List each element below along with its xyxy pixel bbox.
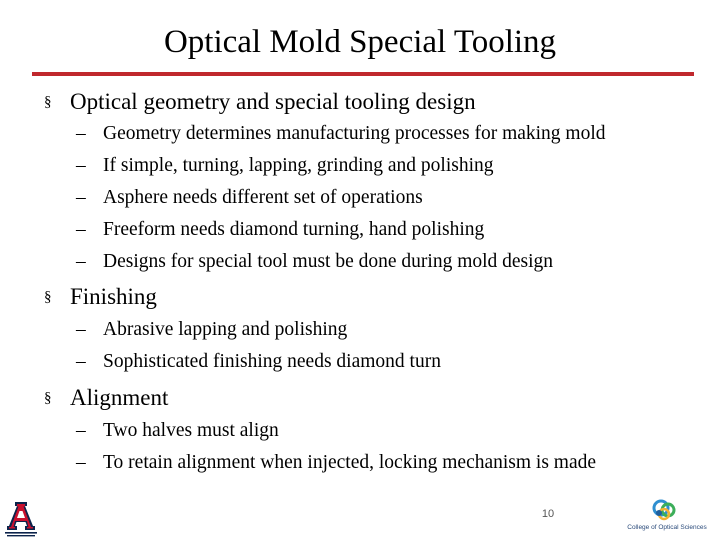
- page-number: 10: [541, 508, 555, 520]
- bullet-marker: §: [44, 390, 52, 406]
- block-a-icon: [4, 500, 38, 538]
- sub-item-text: Sophisticated finishing needs diamond turn: [103, 351, 441, 372]
- university-of-arizona-logo: [4, 500, 38, 538]
- dash-marker: –: [76, 155, 86, 176]
- sub-item-text: Designs for special tool must be done during mold design: [103, 251, 554, 272]
- dash-marker: –: [76, 187, 86, 208]
- college-logo-text: College of Optical Sciences: [627, 524, 707, 531]
- sub-item: [76, 122, 606, 146]
- dash-marker: –: [76, 123, 86, 144]
- dash-marker: –: [76, 219, 86, 240]
- bullet-text: Finishing: [70, 284, 157, 309]
- college-of-optical-sciences-logo: [621, 498, 713, 538]
- bullet-optical-geometry: [44, 88, 476, 116]
- sub-item-text: If simple, turning, lapping, grinding and polishing: [103, 155, 494, 176]
- sub-item-text: Geometry determines manufacturing processes for making mold: [103, 123, 606, 144]
- sub-item-text: Abrasive lapping and polishing: [103, 319, 348, 340]
- bullet-alignment: [44, 384, 168, 412]
- sub-item: [76, 250, 553, 274]
- bullet-marker: §: [44, 289, 52, 305]
- dash-marker: –: [76, 251, 86, 272]
- optical-sciences-emblem-icon: [621, 498, 713, 524]
- bullet-marker: §: [44, 94, 52, 110]
- dash-marker: –: [76, 319, 86, 340]
- dash-marker: –: [76, 420, 86, 441]
- sub-item-text: Two halves must align: [103, 420, 279, 441]
- sub-item: [76, 451, 596, 475]
- bullet-text: Optical geometry and special tooling design: [70, 89, 476, 114]
- sub-item: [76, 218, 484, 242]
- sub-item: [76, 350, 441, 374]
- dash-marker: –: [76, 351, 86, 372]
- sub-item-text: Asphere needs different set of operations: [103, 187, 423, 208]
- sub-item: [76, 419, 279, 443]
- sub-item-text: Freeform needs diamond turning, hand polishing: [103, 219, 485, 240]
- slide-title: Optical Mold Special Tooling: [163, 24, 557, 60]
- title-divider: [32, 72, 694, 76]
- sub-item: [76, 318, 347, 342]
- bullet-text: Alignment: [70, 385, 169, 410]
- bullet-finishing: [44, 283, 157, 311]
- sub-item: [76, 186, 423, 210]
- sub-item: [76, 154, 494, 178]
- sub-item-text: To retain alignment when injected, locking mechanism is made: [103, 452, 597, 473]
- dash-marker: –: [76, 452, 86, 473]
